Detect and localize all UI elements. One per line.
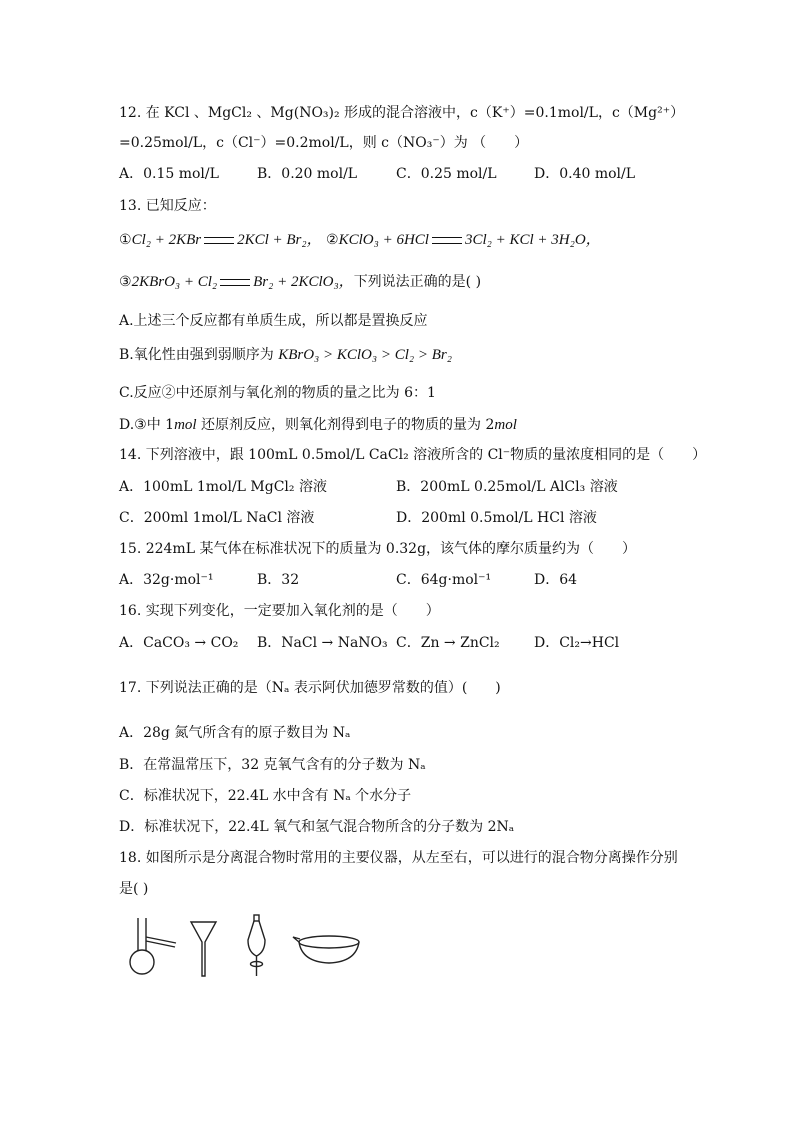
q16-option-b: B．NaCl → NaNO₃ (257, 635, 388, 651)
q18-stem-line2: 是( ) (119, 881, 149, 897)
q12-option-a: A．0.15 mol/L (119, 166, 219, 182)
eq1-number: ① (119, 232, 132, 248)
equal-arrow-icon (220, 279, 250, 286)
q12-stem-line1: 12. 在 KCl 、MgCl₂ 、Mg(NO₃)₂ 形成的混合溶液中，c（K⁺）=0.1mol/L，c（Mg²⁺） (119, 105, 685, 121)
eq1-right: 2KCl + Br₂， (237, 232, 322, 248)
eq2-left: KClO₃ + 6HCl (338, 232, 429, 248)
funnel-icon (191, 922, 216, 976)
separatory-funnel-icon (248, 915, 265, 976)
q14-option-d: D．200ml 0.5mol/L HCl 溶液 (396, 510, 597, 526)
eq2-right: 3Cl₂ + KCl + 3H₂O， (464, 232, 601, 248)
q13-option-d-mol2: mol (494, 417, 517, 433)
q13-equations-line2 (119, 273, 481, 291)
eq1-left: Cl₂ + 2KBr (131, 232, 202, 248)
q17-option-b: B．在常温常压下，32 克氧气含有的分子数为 Nₐ (119, 757, 426, 773)
eq3-right: Br₂ + 2KClO₃， (253, 274, 354, 290)
q14-option-a: A．100mL 1mol/L MgCl₂ 溶液 (119, 479, 327, 495)
q15-option-c: C．64g·mol⁻¹ (396, 572, 492, 588)
q13-option-b (119, 346, 452, 364)
eq3-left: 2KBrO₃ + Cl₂ (131, 274, 218, 290)
q17-option-d: D．标准状况下，22.4L 氧气和氢气混合物所含的分子数为 2Nₐ (119, 819, 515, 835)
evaporating-dish-icon (293, 936, 359, 963)
q15-option-d: D．64 (534, 572, 578, 588)
q16-stem: 16. 实现下列变化，一定要加入氧化剂的是（ ） (119, 603, 440, 619)
q13-option-c: C.反应②中还原剂与氧化剂的物质的量之比为 6：1 (119, 385, 436, 401)
q12-option-c: C．0.25 mol/L (396, 166, 497, 182)
q14-option-b: B．200mL 0.25mol/L AlCl₃ 溶液 (396, 479, 618, 495)
q16-option-a: A．CaCO₃ → CO₂ (119, 635, 239, 651)
q15-stem: 15. 224mL 某气体在标准状况下的质量为 0.32g，该气体的摩尔质量约为（ ） (119, 541, 637, 557)
distillation-flask-icon (130, 918, 176, 974)
q12-option-d: D．0.40 mol/L (534, 166, 636, 182)
q18-stem-line1: 18. 如图所示是分离混合物时常用的主要仪器，从左至右，可以进行的混合物分离操作分别 (119, 850, 678, 866)
q17-option-c: C．标准状况下，22.4L 水中含有 Nₐ 个水分子 (119, 788, 412, 804)
equal-arrow-icon (432, 237, 462, 244)
q13-stem: 13. 已知反应： (119, 198, 216, 214)
q17-option-a: A．28g 氮气所含有的原子数目为 Nₐ (119, 725, 351, 741)
q13-question: 下列说法正确的是( ) (353, 274, 482, 290)
q12-option-b: B．0.20 mol/L (257, 166, 358, 182)
q16-option-d: D．Cl₂→HCl (534, 635, 620, 651)
q13-option-d-a: D.③中 1 (119, 417, 175, 433)
eq2-number: ② (326, 232, 339, 248)
q15-option-b: B．32 (257, 572, 300, 588)
q14-stem: 14. 下列溶液中，跟 100mL 0.5mol/L CaCl₂ 溶液所含的 Cl⁻物质的量浓度相同的是（ ） (119, 447, 707, 463)
eq3-number: ③ (119, 274, 132, 290)
q13-option-d (119, 416, 517, 434)
equal-arrow-icon (204, 237, 234, 244)
q15-option-a: A．32g·mol⁻¹ (119, 572, 214, 588)
q17-stem: 17. 下列说法正确的是（Nₐ 表示阿伏加德罗常数的值）( ) (119, 680, 501, 696)
q13-equations-line1 (119, 231, 601, 249)
q13-option-a: A.上述三个反应都有单质生成，所以都是置换反应 (119, 313, 428, 329)
q13-option-d-b: 还原剂反应，则氧化剂得到电子的物质的量为 2 (196, 417, 495, 433)
q14-option-c: C．200ml 1mol/L NaCl 溶液 (119, 510, 315, 526)
q12-stem-line2: =0.25mol/L，c（Cl⁻）=0.2mol/L，则 c（NO₃⁻）为 （ ） (119, 135, 529, 151)
q16-option-c: C．Zn → ZnCl₂ (396, 635, 500, 651)
q13-option-d-mol1: mol (174, 417, 197, 433)
apparatus-figure (124, 912, 369, 980)
q13-option-b-text: B.氧化性由强到弱顺序为 (119, 347, 279, 363)
q13-option-b-math: KBrO₃ > KClO₃ > Cl₂ > Br₂ (278, 347, 452, 363)
